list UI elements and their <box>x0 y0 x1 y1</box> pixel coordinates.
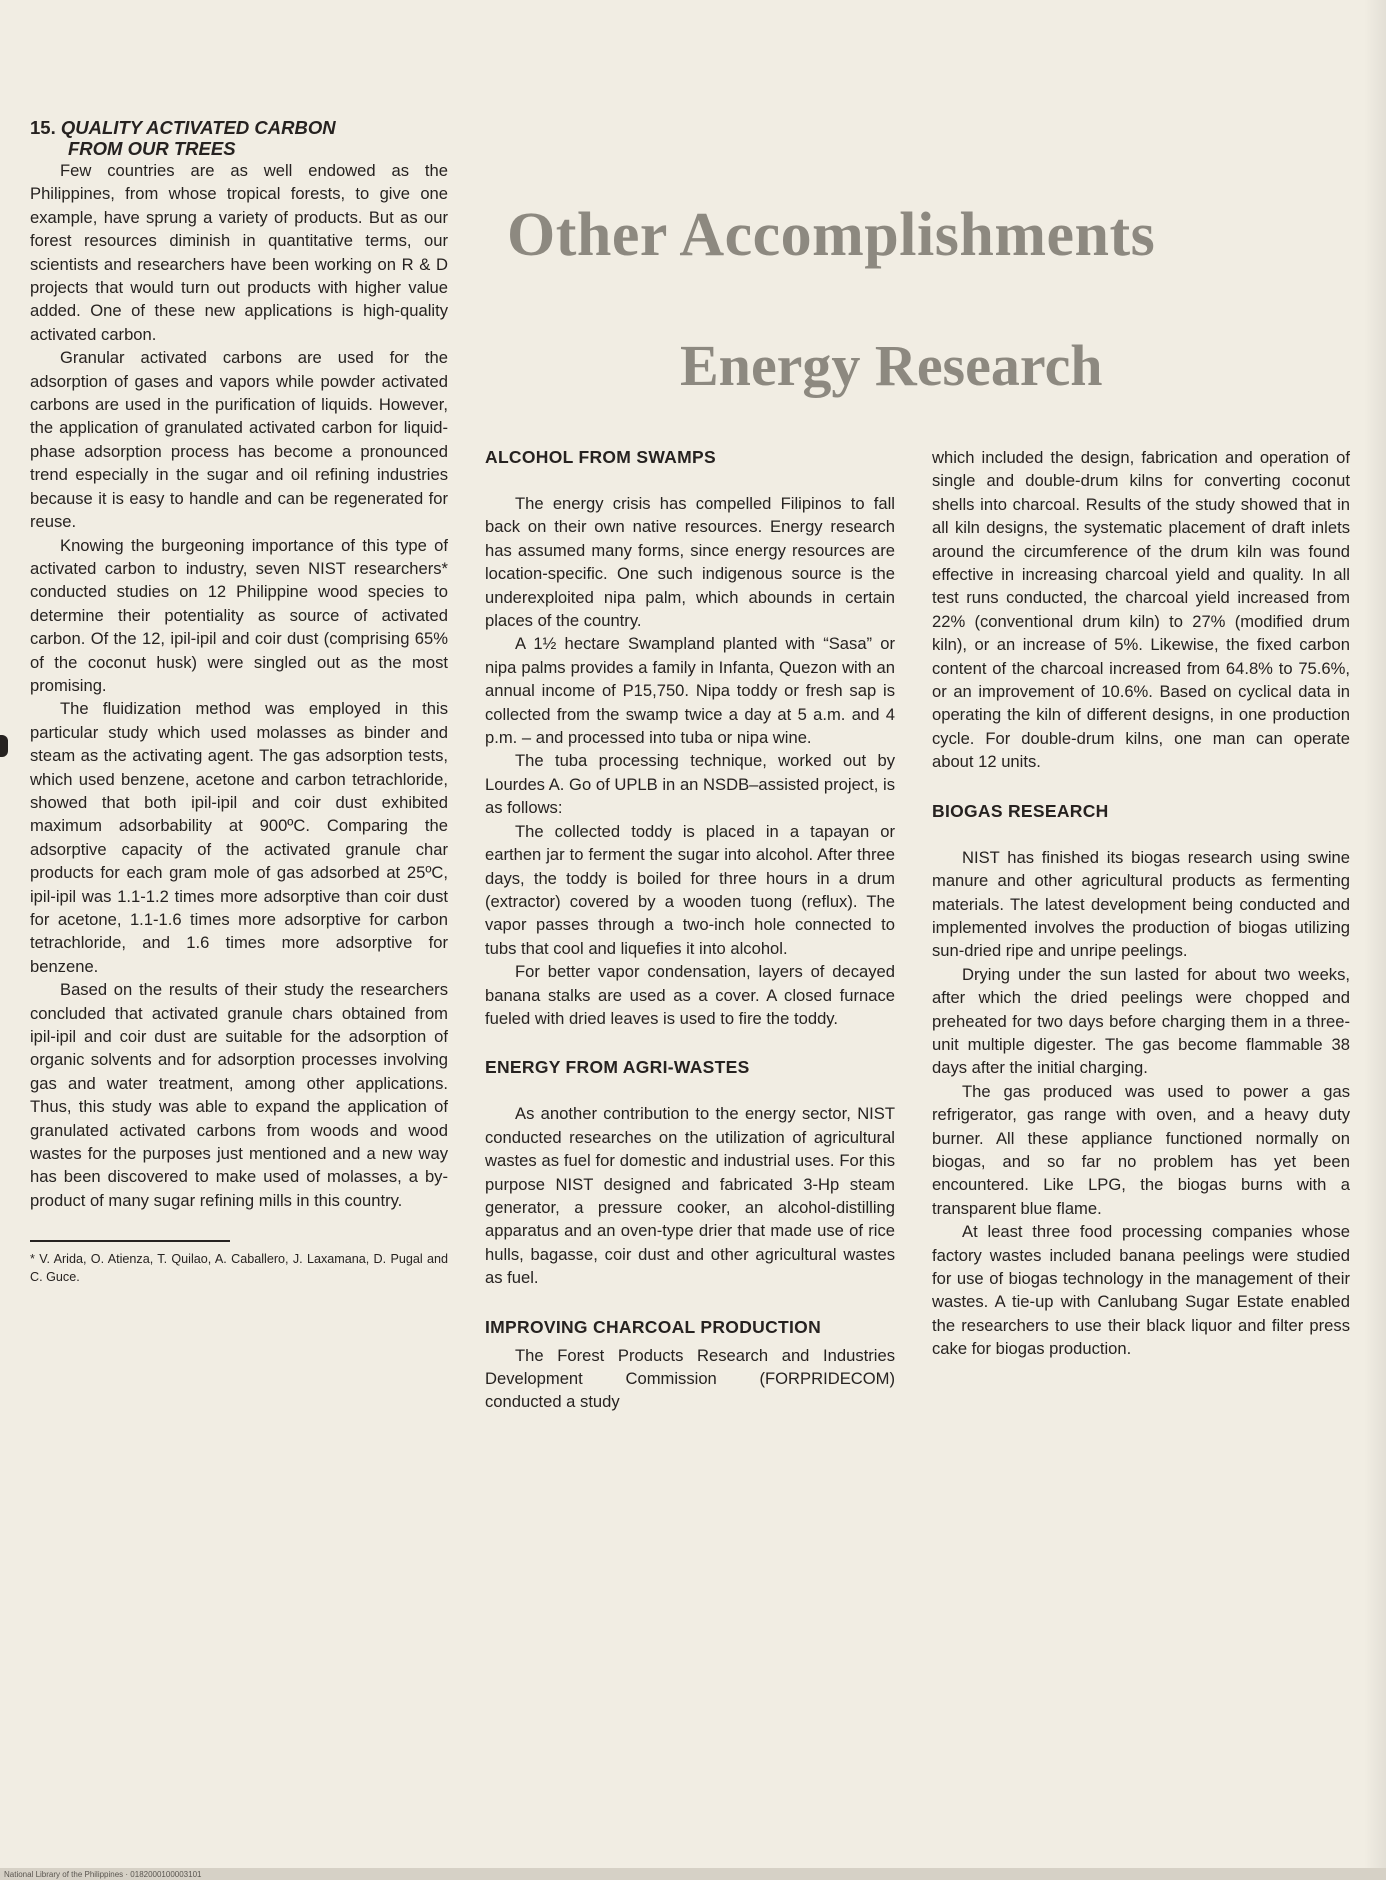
paragraph: A 1½ hectare Swampland planted with “Sasa” or nipa palms provides a family in Infanta, Quezon with an annual income of P15,750. Nipa toddy or fresh sap is collected from the swamp twice a day at 5 a.m. and 4 p.m. – and processed into tuba or nipa wine. <box>485 634 895 748</box>
spacer <box>932 774 1350 800</box>
paragraph: The Forest Products Research and Industries Development Commission (FORPRIDECOM) conducted a study <box>485 1345 895 1412</box>
section-number: 15. <box>30 117 56 138</box>
middle-column <box>485 446 895 1414</box>
heading-energy-from-agri-wastes: ENERGY FROM AGRI-WASTES <box>485 1057 750 1078</box>
paragraph: Few countries are as well endowed as the Philippines, from whose tropical forests, to give one example, have sprung a variety of products. But as our forest resources diminish in quantitative terms, our scientists and researchers have been working on R & D projects that would turn out products with higher value added. One of these new applications is high-quality activated carbon. <box>30 161 448 344</box>
spacer <box>932 828 1350 846</box>
spacer <box>485 1084 895 1102</box>
paragraph: Based on the results of their study the researchers concluded that activated granule chars obtained from ipil-ipil and coir dust are suitable for the adsorption of organic solvents and for adsorption processes involving gas and water treatment, among other applications. Thus, this study was able to expand the application of granulated activated carbons from woods and wood wastes for the purposes just mentioned and a new way has been discovered to make used of molasses, a by-product of many sugar refining mills in this country. <box>30 980 448 1210</box>
paragraph: Drying under the sun lasted for about two weeks, after which the dried peelings were chopped and preheated for two days before charging them in a three-unit multiple digester. The gas become flammable 38 days after the initial charging. <box>932 964 1350 1078</box>
section-title-line-1: QUALITY ACTIVATED CARBON <box>60 117 336 138</box>
section-title-activated-carbon <box>30 117 448 159</box>
paragraph: Granular activated carbons are used for the adsorption of gases and vapors while powder activated carbons are used in the purification of liquids. However, the application of granulated activated carbon for liquid-phase adsorption process has become a pronounced trend especially in the sugar and oil refining industries because it is easy to handle and can be regenerated for reuse. <box>30 348 448 532</box>
paragraph: The tuba processing technique, worked out by Lourdes A. Go of UPLB in an NSDB–assisted project, is as follows: <box>485 751 895 818</box>
binding-mark <box>0 735 8 757</box>
footnote-divider <box>30 1240 230 1242</box>
page-edge-shade <box>1364 0 1386 1868</box>
heading-improving-charcoal-production: IMPROVING CHARCOAL PRODUCTION <box>485 1316 822 1337</box>
scan-footer-strip <box>0 1868 1386 1880</box>
section-title-line-2: FROM OUR TREES <box>68 138 236 159</box>
paragraph: As another contribution to the energy sector, NIST conducted researches on the utilization of agricultural wastes as fuel for domestic and industrial uses. For this purpose NIST designed and fabricated 3-Hp steam generator, a pressure cooker, an alcohol-distilling apparatus and an oven-type drier that made use of rice hulls, bagasse, coir dust and other agricultural wastes as fuel. <box>485 1104 895 1288</box>
paragraph: NIST has finished its biogas research using swine manure and other agricultural products as fermenting materials. The latest development being conducted and implemented involves the production of biogas utilizing sun-dried ripe and unripe peelings. <box>932 847 1350 961</box>
paragraph: For better vapor condensation, layers of decayed banana stalks are used as a cover. A closed furnace fueled with dried leaves is used to fire the toddy. <box>485 962 895 1028</box>
paragraph: The collected toddy is placed in a tapayan or earthen jar to ferment the sugar into alcohol. After three days, the toddy is boiled for three hours in a drum (extractor) covered by a wooden tuong (reflux). The vapor passes through a two-inch hole connected to tubs that cool and liquefies it into alcohol. <box>485 821 895 958</box>
page-title: Other Accomplishments <box>507 201 1156 269</box>
paragraph: The energy crisis has compelled Filipinos to fall back on their own native resources. Energy research has assumed many forms, since energy resources are location-specific. One such indigenous source is the underexploited nipa palm, which abounds in certain places of the country. <box>485 494 895 631</box>
spacer <box>485 1290 895 1316</box>
spacer <box>485 474 895 492</box>
heading-alcohol-from-swamps: ALCOHOL FROM SWAMPS <box>485 447 716 467</box>
paragraph: At least three food processing companies whose factory wastes included banana peelings were studied for use of biogas technology in the management of their wastes. A tie-up with Canlubang Sugar Estate enabled the researchers to use their black liquor and filter press cake for biogas production. <box>932 1222 1350 1359</box>
page-subtitle: Energy Research <box>680 333 1103 398</box>
footnote: * V. Arida, O. Atienza, T. Quilao, A. Caballero, J. Laxamana, D. Pugal and C. Guce. <box>30 1252 448 1285</box>
paragraph: Knowing the burgeoning importance of this type of activated carbon to industry, seven NIST researchers* conducted studies on 12 Philippine wood species to determine their potentiality as source of activated carbon. Of the 12, ipil-ipil and coir dust (comprising 65% of the coconut husk) were singled out as the most promising. <box>30 535 448 695</box>
heading-biogas-research: BIOGAS RESEARCH <box>932 800 1109 821</box>
spacer <box>485 1030 895 1056</box>
paragraph-continued: which included the design, fabrication and operation of single and double-drum kilns for converting coconut shells into charcoal. Results of the study showed that in all kiln designs, the systematic placement of draft inlets around the circumference of the drum kiln was found effective in increasing charcoal yield and quality. In all test runs conducted, the charcoal yield increased from 22% (conventional drum kiln) to 27% (modified drum kiln), or an increase of 5%. Likewise, the fixed carbon content of the charcoal increased from 64.8% to 75.6%, or an improvement of 10.6%. Based on cyclical data in operating the kiln of different designs, in one production cycle. For double-drum kilns, one man can operate about 12 units. <box>932 448 1350 772</box>
scan-footer-text: National Library of the Philippines · 0182000100003101 <box>4 1870 202 1879</box>
left-column <box>30 117 448 1286</box>
paragraph: The gas produced was used to power a gas refrigerator, gas range with oven, and a heavy duty burner. All these appliance functioned normally on biogas, and so far no problem has yet been encountered. Like LPG, the biogas burns with a transparent blue flame. <box>932 1081 1350 1218</box>
right-column <box>932 446 1350 1361</box>
paragraph: The fluidization method was employed in this particular study which used molasses as binder and steam as the activating agent. The gas adsorption tests, which used benzene, acetone and carbon tetrachloride, showed that both ipil-ipil and coir dust exhibited maximum adsorbability at 900ºC. Comparing the adsorptive capacity of the activated granule char products for each gram mole of gas adsorbed at 25ºC, ipil-ipil was 1.1-1.2 times more adsorptive than coir dust for acetone, 1.1-1.6 times more adsorptive for carbon tetrachloride, and 1.6 times more adsorptive for benzene. <box>30 699 448 976</box>
